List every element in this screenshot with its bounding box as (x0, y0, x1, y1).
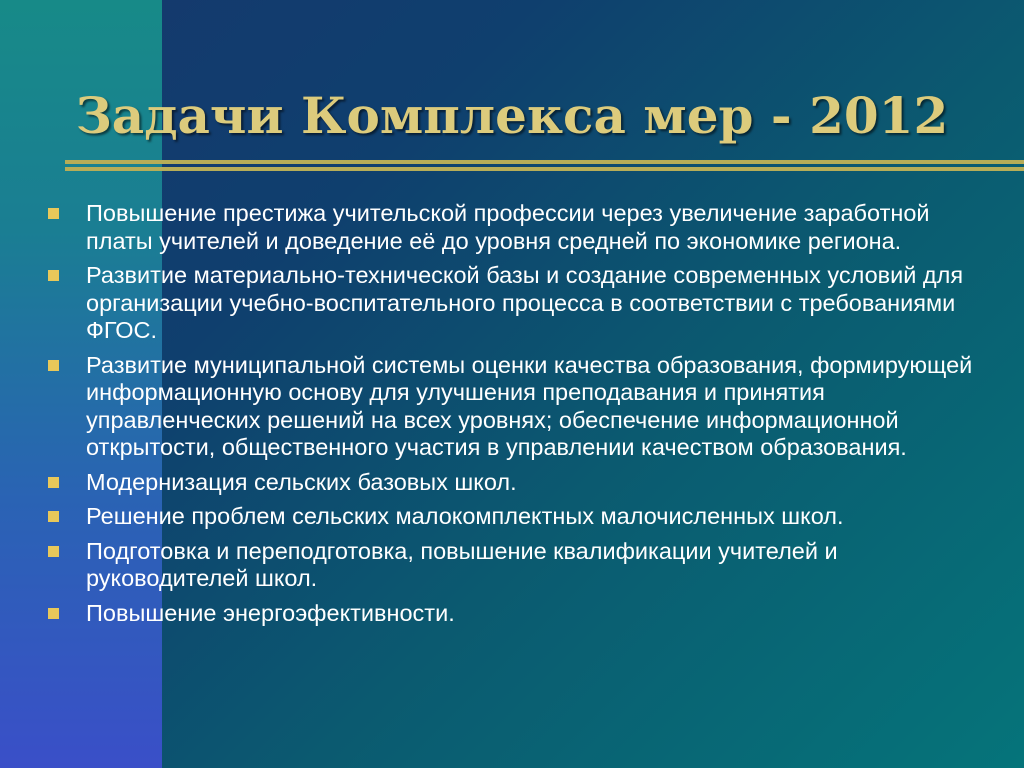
bullet-text: Решение проблем сельских малокомплектных малочисленных школ. (86, 503, 844, 529)
slide-title: Задачи Комплекса мер - 2012 (75, 86, 949, 145)
bullet-item (48, 200, 988, 255)
title-underline-top (65, 160, 1024, 164)
title-underline-bottom (65, 167, 1024, 171)
bullet-text: Развитие муниципальной системы оценки качества образования, формирующей информационную основу для улучшения преподавания и принятия управленческих решений на всех уровнях; обеспечение информационной открытости, общественного участия в управлении качеством образования. (86, 351, 973, 460)
square-bullet-icon (48, 511, 59, 522)
square-bullet-icon (48, 270, 59, 281)
bullet-item (48, 352, 988, 462)
square-bullet-icon (48, 360, 59, 371)
square-bullet-icon (48, 546, 59, 557)
bullet-text: Повышение энергоэфективности. (86, 599, 455, 626)
bullet-text: Подготовка и переподготовка, повышение квалификации учителей и руководителей школ. (86, 537, 838, 591)
square-bullet-icon (48, 608, 59, 619)
bullet-item (48, 600, 988, 628)
bullet-text: Развитие материально-технической базы и создание современных условий для организации учебно-воспитательного процесса в соответствии с требованиями ФГОС. (86, 262, 964, 343)
bullet-list (48, 200, 988, 634)
bullet-item (48, 538, 988, 593)
bullet-item (48, 469, 988, 497)
square-bullet-icon (48, 208, 59, 219)
square-bullet-icon (48, 477, 59, 488)
title-underline (65, 160, 1024, 171)
bullet-text: Модернизация сельских базовых школ. (86, 468, 517, 495)
bullet-text: Повышение престижа учительской профессии через увеличение заработной платы учителей и доведение её до уровня средней по экономике региона. (86, 200, 930, 254)
bullet-item (48, 503, 988, 531)
bullet-item (48, 262, 988, 345)
